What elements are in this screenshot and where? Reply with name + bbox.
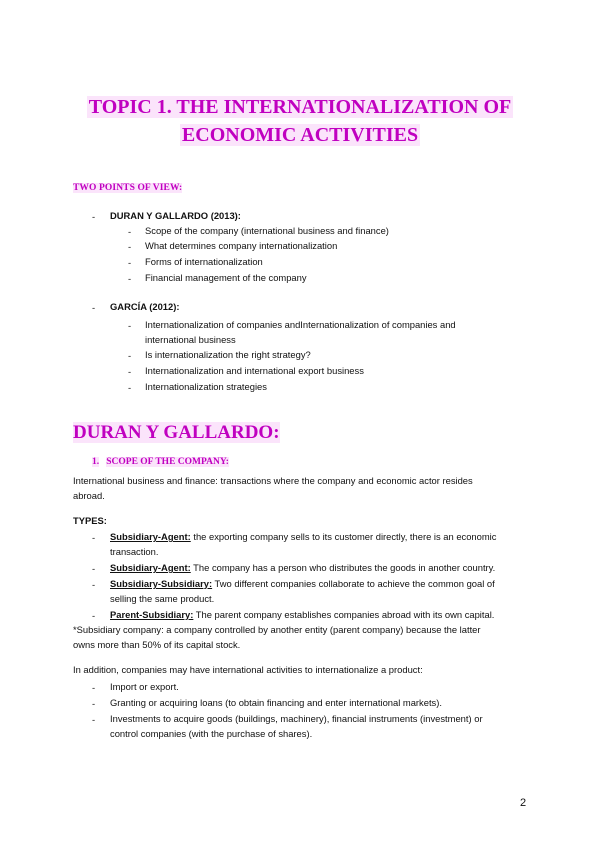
list-item: What determines company internationalization (145, 240, 338, 251)
types-label: TYPES: (73, 515, 107, 526)
bullet-dash: - (128, 350, 132, 361)
intro-line: International business and finance: transactions where the company and economic actor resides (73, 475, 473, 486)
bullet-dash: - (92, 682, 96, 693)
points-of-view-heading: TWO POINTS OF VIEW: (73, 183, 183, 193)
page-title-line-1: TOPIC 1. THE INTERNATIONALIZATION OF (88, 96, 512, 118)
type-item: Subsidiary-Agent: The company has a person who distributes the goods in another country. (110, 562, 496, 573)
subsection-heading (92, 457, 229, 467)
activity-item: Import or export. (110, 681, 179, 692)
type-item: Subsidiary-Subsidiary: Two different companies collaborate to achieve the common goal of (110, 578, 495, 589)
addition-line: In addition, companies may have international activities to internationalize a product: (73, 664, 423, 675)
bullet-dash: - (92, 579, 96, 590)
subsection-title: SCOPE OF THE COMPANY: (106, 457, 229, 467)
bullet-dash: - (128, 382, 132, 393)
list-item: Internationalization of companies andInternationalization of companies and (145, 319, 456, 330)
bullet-dash: - (128, 226, 132, 237)
bullet-dash: - (128, 273, 132, 284)
type-item-continuation: selling the same product. (110, 593, 215, 604)
page-number: 2 (520, 797, 527, 809)
bullet-dash: - (128, 320, 132, 331)
bullet-dash: - (92, 714, 96, 725)
bullet-dash: - (128, 241, 132, 252)
list-item: Internationalization strategies (145, 381, 267, 392)
note-line: *Subsidiary company: a company controlled by another entity (parent company) because the latter (73, 624, 481, 635)
bullet-dash: - (128, 257, 132, 268)
bullet-dash: - (92, 302, 96, 313)
type-item: Parent-Subsidiary: The parent company establishes companies abroad with its own capital. (110, 609, 495, 620)
note-line: owns more than 50% of its capital stock. (73, 639, 241, 650)
activity-item: Investments to acquire goods (buildings, machinery), financial instruments (investment) or (110, 713, 483, 724)
bullet-dash: - (92, 610, 96, 621)
activity-item: Granting or acquiring loans (to obtain financing and enter international markets). (110, 697, 442, 708)
bullet-dash: - (92, 532, 96, 543)
list-item-continuation: international business (145, 334, 236, 345)
bullet-dash: - (92, 698, 96, 709)
list-item: Is internationalization the right strategy? (145, 349, 311, 360)
activity-item-continuation: control companies (with the purchase of shares). (110, 728, 313, 739)
list-item: Scope of the company (international business and finance) (145, 225, 389, 236)
bullet-dash: - (128, 366, 132, 377)
list-item: Forms of internationalization (145, 256, 263, 267)
view-author-duran: DURAN Y GALLARDO (2013): (110, 210, 241, 221)
bullet-dash: - (92, 563, 96, 574)
section-heading: DURAN Y GALLARDO: (73, 422, 280, 443)
list-item: Internationalization and international export business (145, 365, 364, 376)
page-title-line-2: ECONOMIC ACTIVITIES (181, 124, 419, 146)
type-item: Subsidiary-Agent: the exporting company sells to its customer directly, there is an economic (110, 531, 497, 542)
type-item-continuation: transaction. (110, 546, 159, 557)
bullet-dash: - (92, 211, 96, 222)
intro-line: abroad. (73, 490, 105, 501)
view-author-garcia: GARCÍA (2012): (110, 301, 180, 312)
list-item: Financial management of the company (145, 272, 307, 283)
subsection-number: 1. (92, 457, 100, 467)
